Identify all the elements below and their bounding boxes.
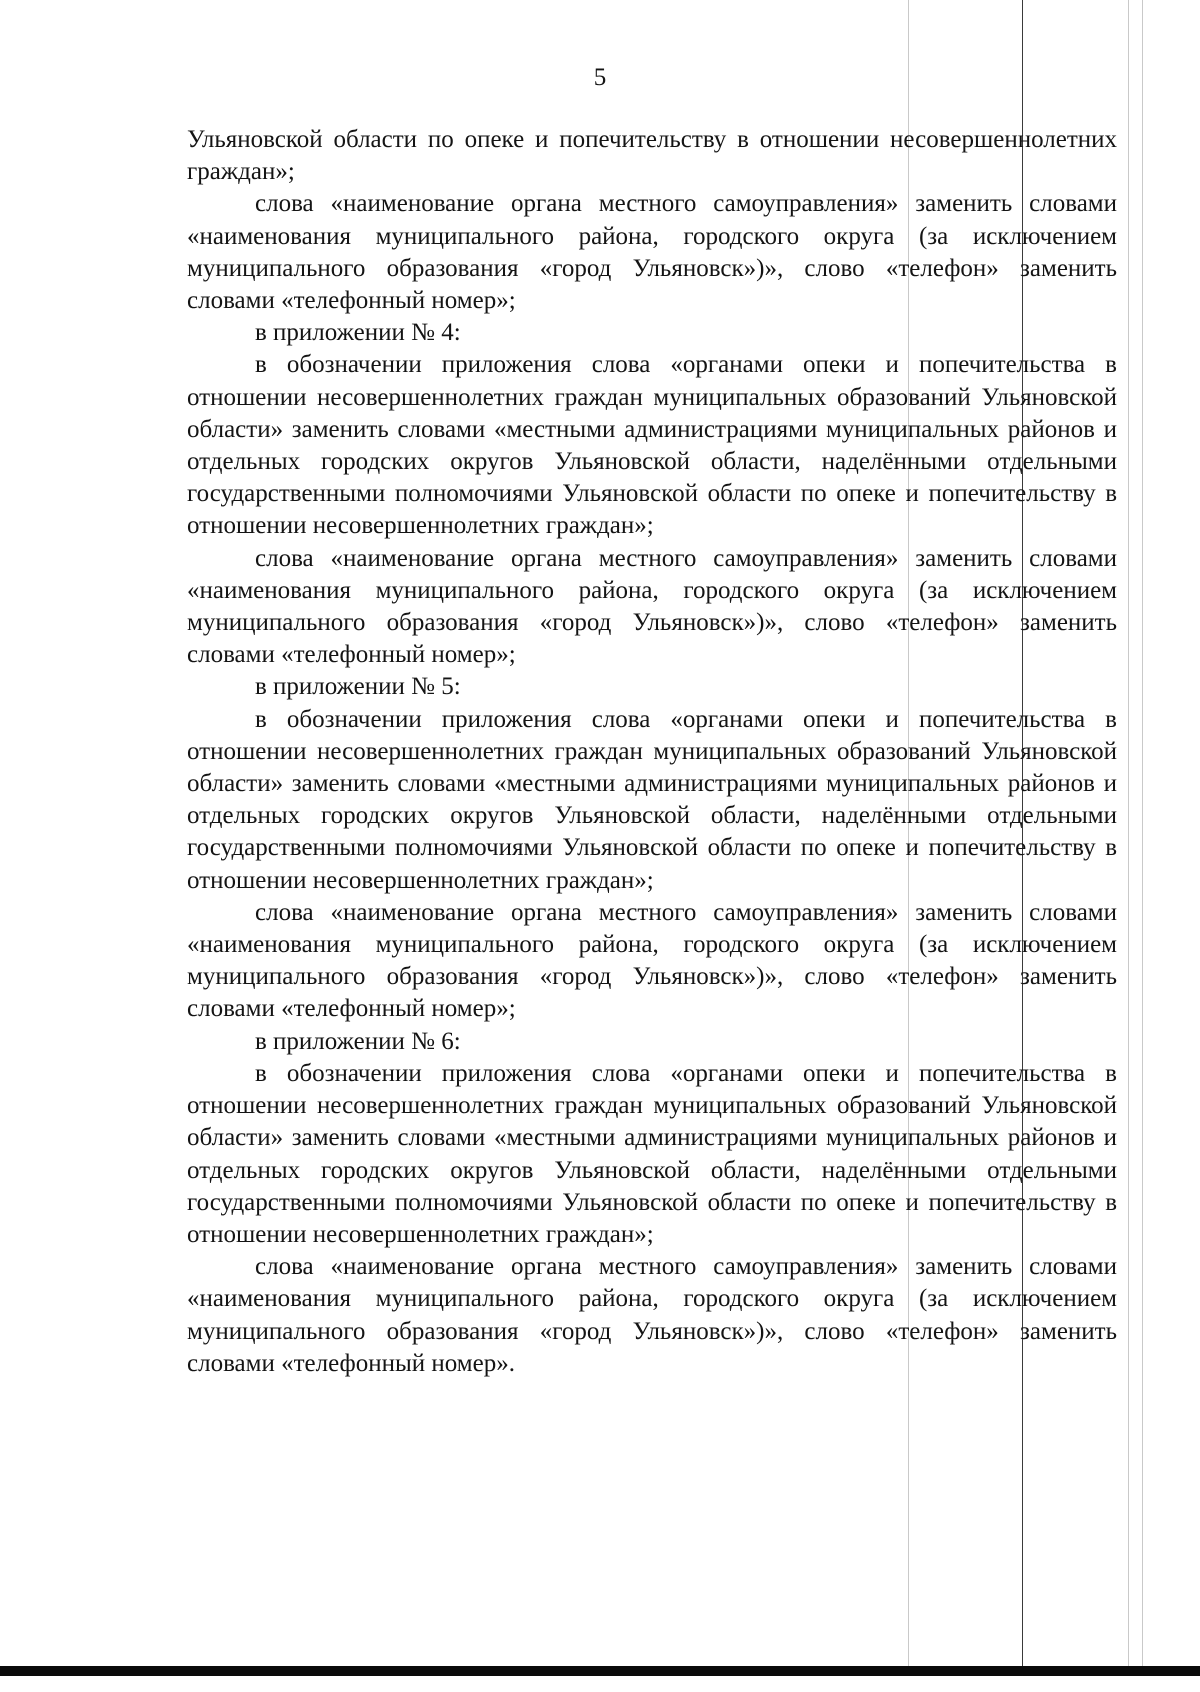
paragraph: в приложении № 4: <box>255 319 461 347</box>
scan-artifact-line <box>1142 0 1143 1666</box>
document-body <box>187 124 1117 1380</box>
paragraph: слова «наименование органа местного самоуправления» заменить словами «наименования муниципального района, городского округа (за исключением муниципального образования «город Ульяновск»)», слово «телефон» заменить словами «телефонный номер»; <box>187 190 1117 315</box>
paragraph: в приложении № 6: <box>255 1027 461 1055</box>
paragraph: слова «наименование органа местного самоуправления» заменить словами «наименования муниципального района, городского округа (за исключением муниципального образования «город Ульяновск»)», слово «телефон» заменить словами «телефонный номер»; <box>187 898 1117 1023</box>
paragraph: Ульяновской области по опеке и попечительству в отношении несовершеннолетних граждан»; <box>187 126 1117 186</box>
paragraph: слова «наименование органа местного самоуправления» заменить словами «наименования муниципального района, городского округа (за исключением муниципального образования «город Ульяновск»)», слово «телефон» заменить словами «телефонный номер»; <box>187 544 1117 669</box>
scan-artifact-line <box>1128 0 1129 1666</box>
paragraph: в обозначении приложения слова «органами опеки и попечительства в отношении несовершеннолетних граждан муниципальных образований Ульяновской области» заменить словами «местными администрациями муниципальных районов и отдельных городских округов Ульяновской области, наделёнными отдельными государственными полномочиями Ульяновской области по опеке и попечительству в отношении несовершеннолетних граждан»; <box>187 1059 1117 1248</box>
paragraph: в обозначении приложения слова «органами опеки и попечительства в отношении несовершеннолетних граждан муниципальных образований Ульяновской области» заменить словами «местными администрациями муниципальных районов и отдельных городских округов Ульяновской области, наделёнными отдельными государственными полномочиями Ульяновской области по опеке и попечительству в отношении несовершеннолетних граждан»; <box>187 351 1117 540</box>
page-number: 5 <box>593 64 607 91</box>
paragraph: в приложении № 5: <box>255 673 461 701</box>
paragraph: в обозначении приложения слова «органами опеки и попечительства в отношении несовершеннолетних граждан муниципальных образований Ульяновской области» заменить словами «местными администрациями муниципальных районов и отдельных городских округов Ульяновской области, наделёнными отдельными государственными полномочиями Ульяновской области по опеке и попечительству в отношении несовершеннолетних граждан»; <box>187 705 1117 894</box>
scan-bottom-edge <box>0 1666 1200 1676</box>
paragraph: слова «наименование органа местного самоуправления» заменить словами «наименования муниципального района, городского округа (за исключением муниципального образования «город Ульяновск»)», слово «телефон» заменить словами «телефонный номер». <box>187 1253 1117 1377</box>
